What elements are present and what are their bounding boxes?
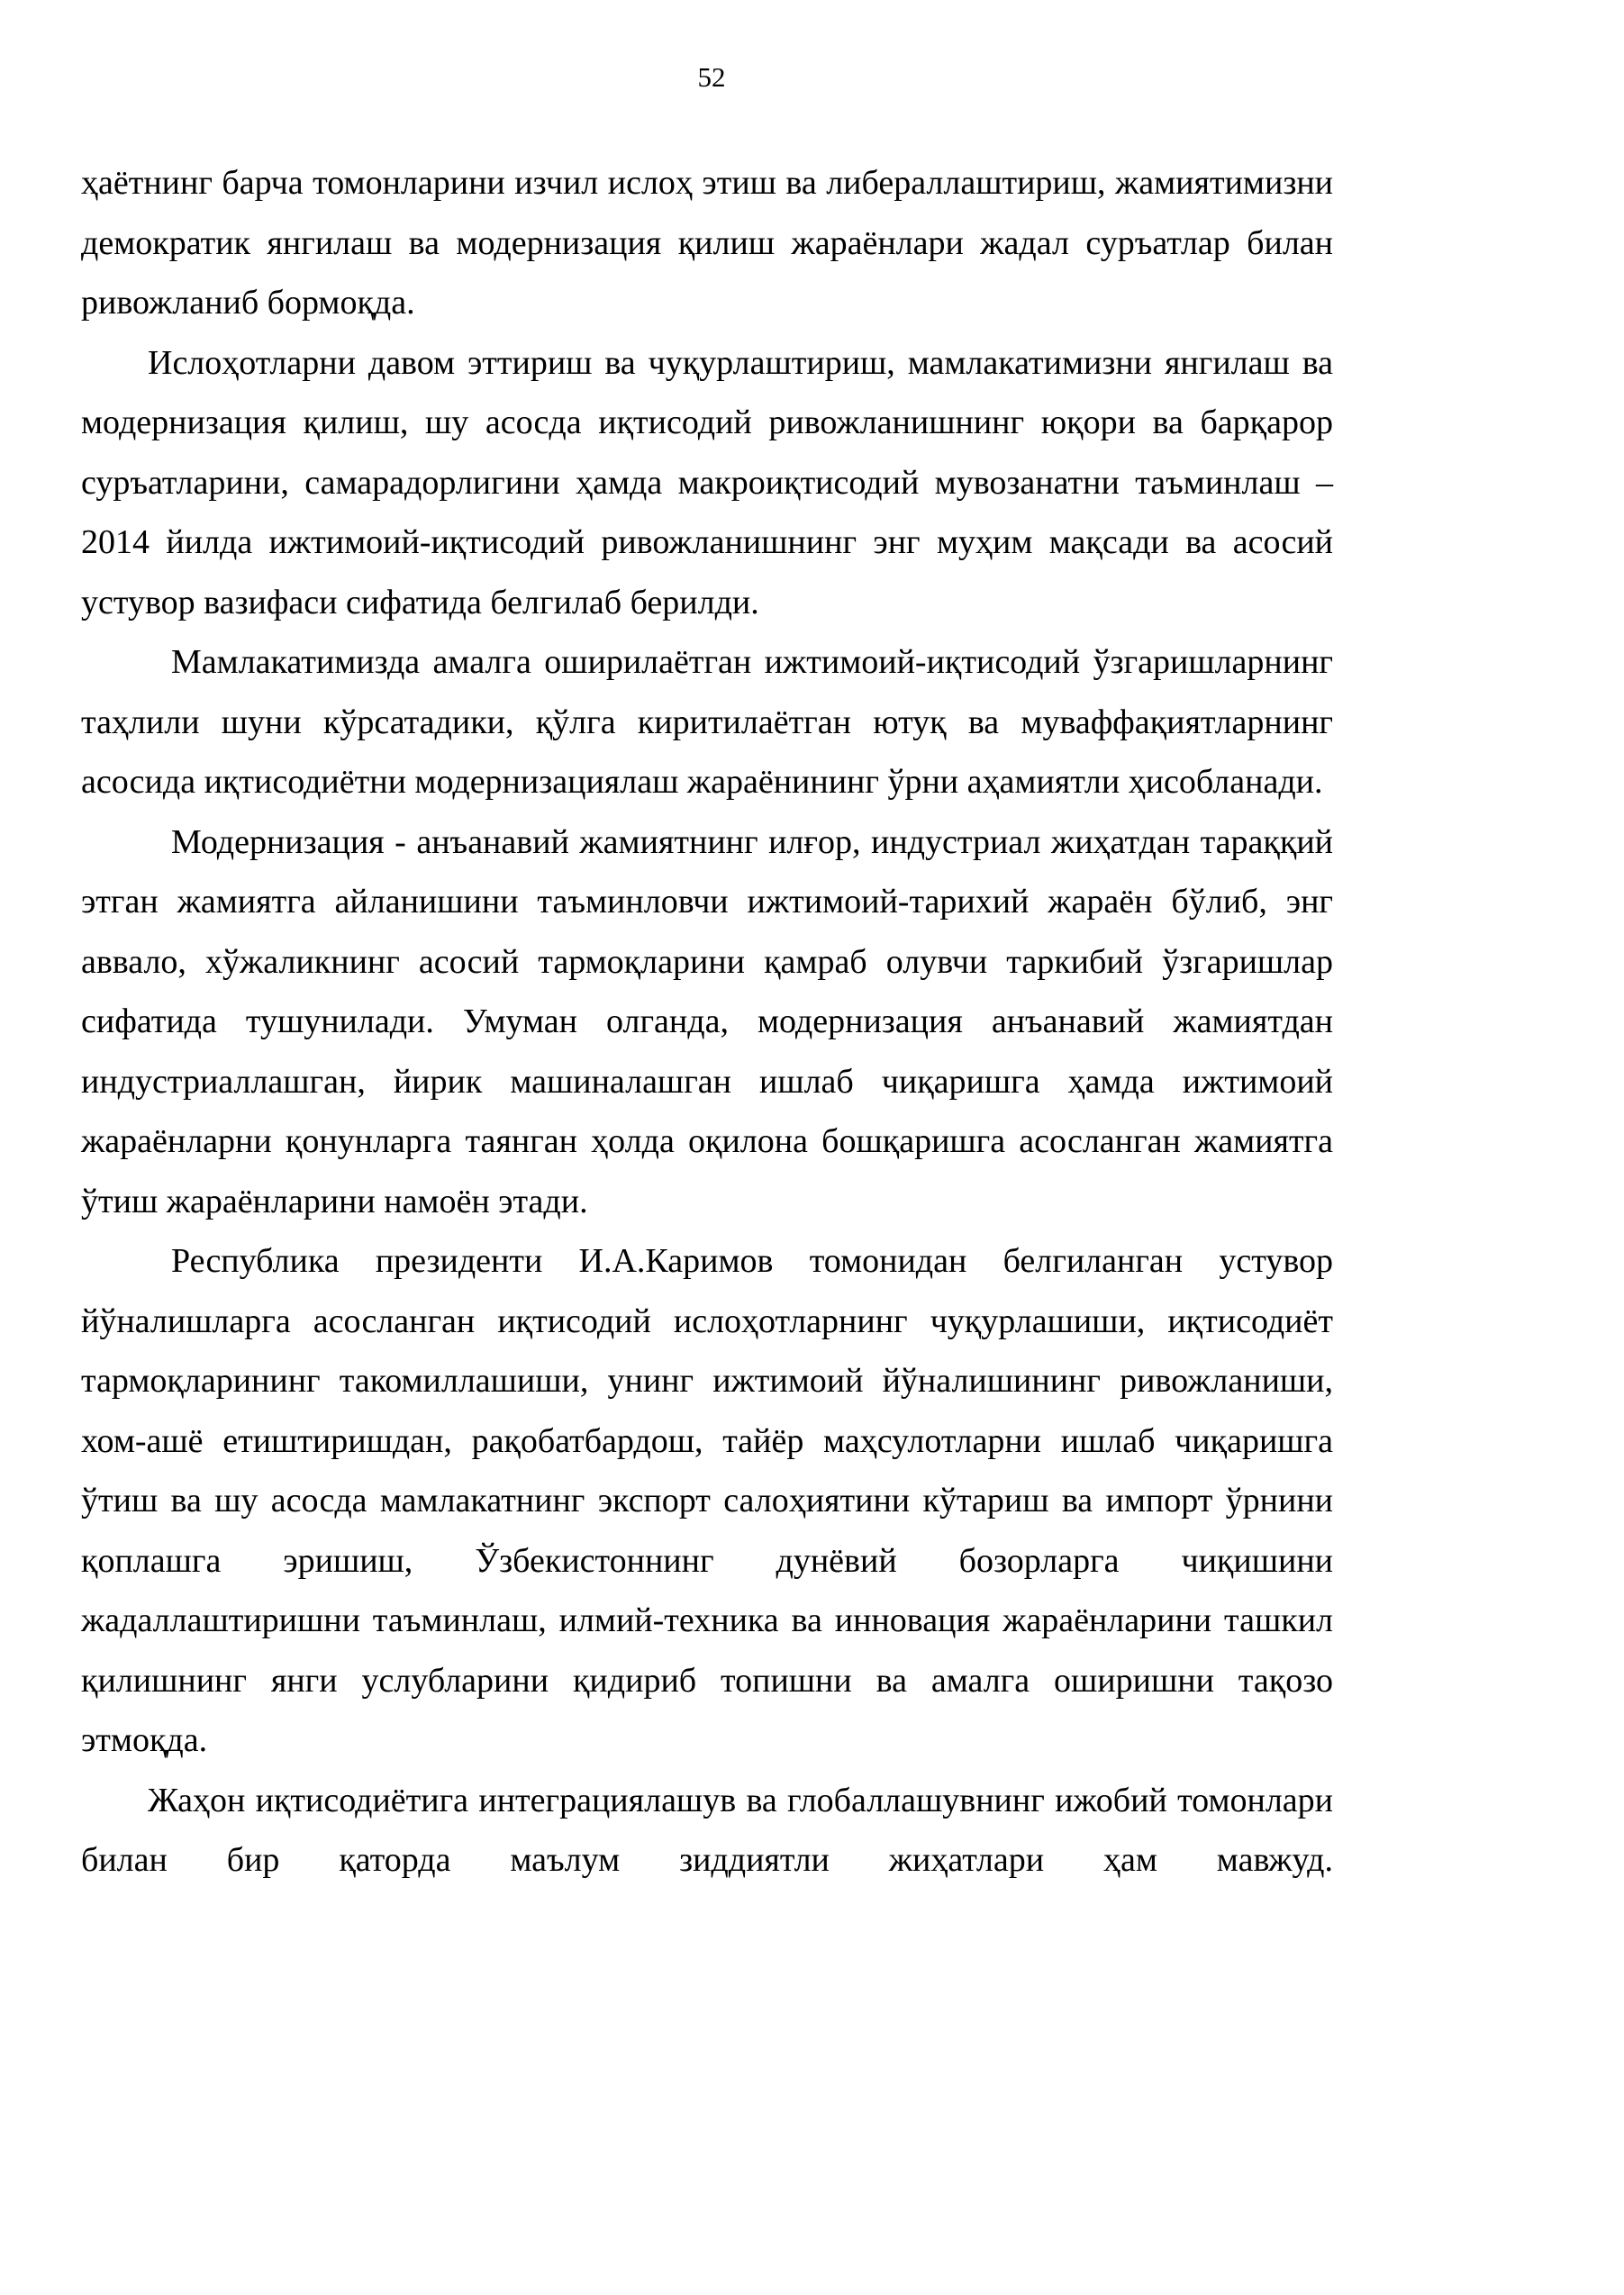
paragraph-2: Ислоҳотларни давом эттириш ва чуқурлаштириш, мамлакатимизни янгилаш ва модернизация қилиш, шу асосда иқтисодий ривожланишнинг юқори ва барқарор суръатларини, самарадорлигини ҳамда макроиқтисодий мувозанатни таъминлаш – 2014 йилда ижтимоий-иқтисодий ривожланишнинг энг муҳим мақсади ва асосий устувор вазифаси сифатида белгилаб берилди. xyxy=(81,343,1333,621)
body-text xyxy=(81,153,1333,1891)
paragraph-6: Жаҳон иқтисодиётига интеграциялашув ва глобаллашувнинг ижобий томонлари билан бир қаторда маълум зиддиятли жиҳатлари ҳам мавжуд. xyxy=(81,1781,1333,1879)
paragraph-5: Республика президенти И.А.Каримов томонидан белгиланган устувор йўналишларга асосланган иқтисодий ислоҳотларнинг чуқурлашиши, иқтисодиёт тармоқларининг такомиллашиши, унинг ижтимоий йўналишининг ривожланиши, хом-ашё етиштиришдан, рақобатбардош, тайёр маҳсулотларни ишлаб чиқаришга ўтиш ва шу асосда мамлакатнинг экспорт салоҳиятини кўтариш ва импорт ўрнини қоплашга эришиш, Ўзбекистоннинг дунёвий бозорларга чиқишини жадаллаштиришни таъминлаш, илмий-техника ва инновация жараёнларини ташкил қилишнинг янги услубларини қидириб топишни ва амалга оширишни тақозо этмоқда. xyxy=(81,1242,1333,1759)
paragraph-3: Мамлакатимизда амалга оширилаётган ижтимоий-иқтисодий ўзгаришларнинг таҳлили шуни кўрсатадики, қўлга киритилаётган ютуқ ва муваффақиятларнинг асосида иқтисодиётни модернизациялаш жараёнининг ўрни аҳамиятли ҳисобланади. xyxy=(81,643,1333,801)
paragraph-4: Модернизация - анъанавий жамиятнинг илғор, индустриал жиҳатдан тараққий этган жамиятга айланишини таъминловчи ижтимоий-тарихий жараён бўлиб, энг аввало, хўжаликнинг асосий тармоқларини қамраб олувчи таркибий ўзгаришлар сифатида тушунилади. Умуман олганда, модернизация анъанавий жамиятдан индустриаллашган, йирик машиналашган ишлаб чиқаришга ҳамда ижтимоий жараёнларни қонунларга таянган ҳолда оқилона бошқаришга асосланган жамиятга ўтиш жараёнларини намоён этади. xyxy=(81,822,1333,1220)
page-number: 52 xyxy=(697,61,726,93)
paragraph-1: ҳаётнинг барча томонларини изчил ислоҳ этиш ва либераллаштириш, жамиятимизни демократик янгилаш ва модернизация қилиш жараёнлари жадал суръатлар билан ривожланиб бормоқда. xyxy=(81,164,1333,322)
